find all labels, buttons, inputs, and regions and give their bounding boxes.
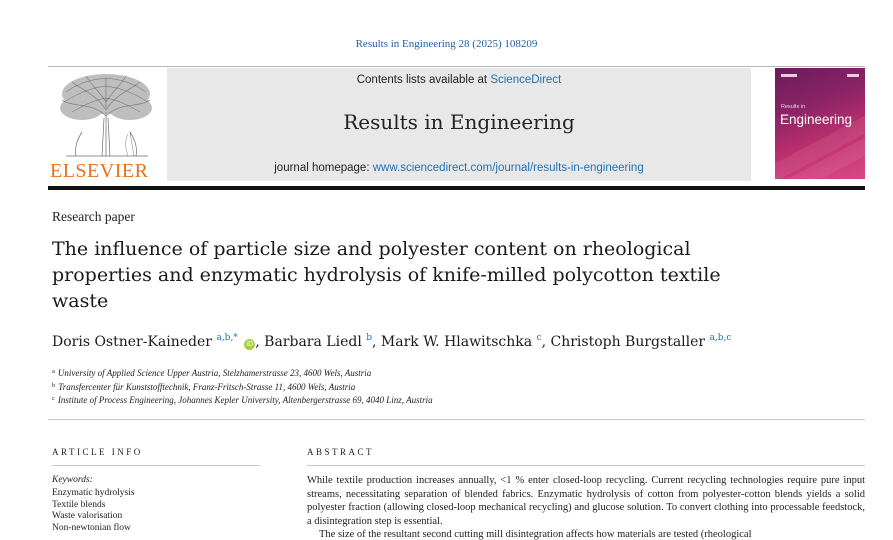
affiliation-list — [52, 366, 852, 407]
orcid-icon[interactable]: iD — [246, 340, 254, 348]
publisher-wordmark: ELSEVIER — [50, 160, 149, 182]
author-name[interactable]: Doris Ostner-Kaineder — [52, 334, 212, 350]
keyword-item: Non-newtonian flow — [52, 522, 131, 533]
cover-mark-right — [847, 74, 859, 77]
author-name[interactable]: Barbara Liedl — [264, 334, 362, 350]
affiliation-item — [52, 393, 852, 407]
article-info-rule — [52, 465, 260, 466]
author-separator: , — [372, 334, 381, 350]
cover-mark-left — [781, 74, 797, 77]
homepage-prefix: journal homepage: — [274, 162, 373, 174]
abstract-paragraph: The size of the resultant second cutting mill disintegration affects how materials are tested (rheological — [319, 529, 752, 540]
journal-title: Results in Engineering — [343, 110, 575, 134]
section-divider — [48, 419, 865, 420]
article-title: The influence of particle size and polyester content on rheological properties and enzymatic hydrolysis of knife-milled polycotton textile waste — [52, 238, 721, 312]
author-affiliation-marks[interactable]: a,b,c — [709, 333, 732, 343]
keyword-list — [52, 488, 135, 534]
affiliation-item — [52, 366, 852, 380]
affiliation-mark: b — [52, 381, 56, 389]
author-affiliation-marks[interactable]: a,b,* — [216, 333, 238, 343]
author-name[interactable]: Christoph Burgstaller — [550, 334, 706, 350]
affiliation-item — [52, 380, 852, 394]
homepage-link[interactable]: www.sciencedirect.com/journal/results-in-engineering — [372, 162, 644, 174]
keyword-item: Waste valorisation — [52, 511, 123, 522]
cover-line2: Engineering — [780, 112, 853, 127]
author-name[interactable]: Mark W. Hlawitschka — [380, 334, 533, 350]
article-info-heading: ARTICLE INFO — [52, 447, 143, 457]
author-separator: , — [255, 334, 265, 350]
affiliation-text: University of Applied Science Upper Austria, Stelzhamerstrasse 23, 4600 Wels, Austria — [57, 368, 372, 378]
header-top-rule — [48, 66, 865, 67]
article-type: Research paper — [52, 209, 135, 224]
abstract-heading: ABSTRACT — [307, 447, 375, 457]
affiliation-text: Transfercenter für Kunststofftechnik, Franz-Fritsch-Strasse 11, 4600 Wels, Austria — [58, 381, 356, 392]
abstract-rule — [307, 465, 865, 466]
journal-banner — [167, 68, 751, 181]
header-thick-rule — [48, 186, 865, 190]
affiliation-mark: c — [52, 395, 55, 402]
journal-homepage — [167, 162, 751, 174]
keywords-label: Keywords: — [52, 475, 93, 485]
abstract-body — [307, 474, 865, 540]
journal-cover-thumbnail[interactable] — [775, 68, 865, 179]
cover-line1: Results in — [781, 104, 806, 110]
contents-availability — [167, 74, 751, 86]
abstract-paragraph: While textile production increases annually, <1 % enter closed-loop recycling. Current recycling technologies require pure input streams, necessitating separation of blended fabrics. Enzymatic hydrolysis of cotton from polyester-cotton blends yields a solid polyester fraction (allowing closed-loop mechanical recycling) and glucose solution. To convert clothing into processable feedstock, a disintegration step is essential. — [307, 475, 865, 527]
sciencedirect-link[interactable]: ScienceDirect — [490, 74, 562, 86]
keyword-item: Textile blends — [52, 499, 106, 510]
affiliation-mark: a — [52, 368, 55, 375]
author-affiliation-marks[interactable]: c — [536, 333, 542, 343]
elsevier-tree-icon — [52, 72, 160, 158]
author-list — [52, 333, 872, 350]
contents-prefix: Contents lists available at — [356, 74, 491, 86]
elsevier-logo[interactable] — [48, 68, 164, 180]
author-separator: , — [541, 334, 551, 350]
affiliation-text: Institute of Process Engineering, Johannes Kepler University, Altenbergerstrasse 69, 4040 Linz, Austria — [57, 395, 433, 405]
keyword-item: Enzymatic hydrolysis — [52, 488, 135, 498]
author-affiliation-marks[interactable]: b — [366, 333, 373, 343]
citation-line[interactable]: Results in Engineering 28 (2025) 108209 — [355, 38, 538, 50]
